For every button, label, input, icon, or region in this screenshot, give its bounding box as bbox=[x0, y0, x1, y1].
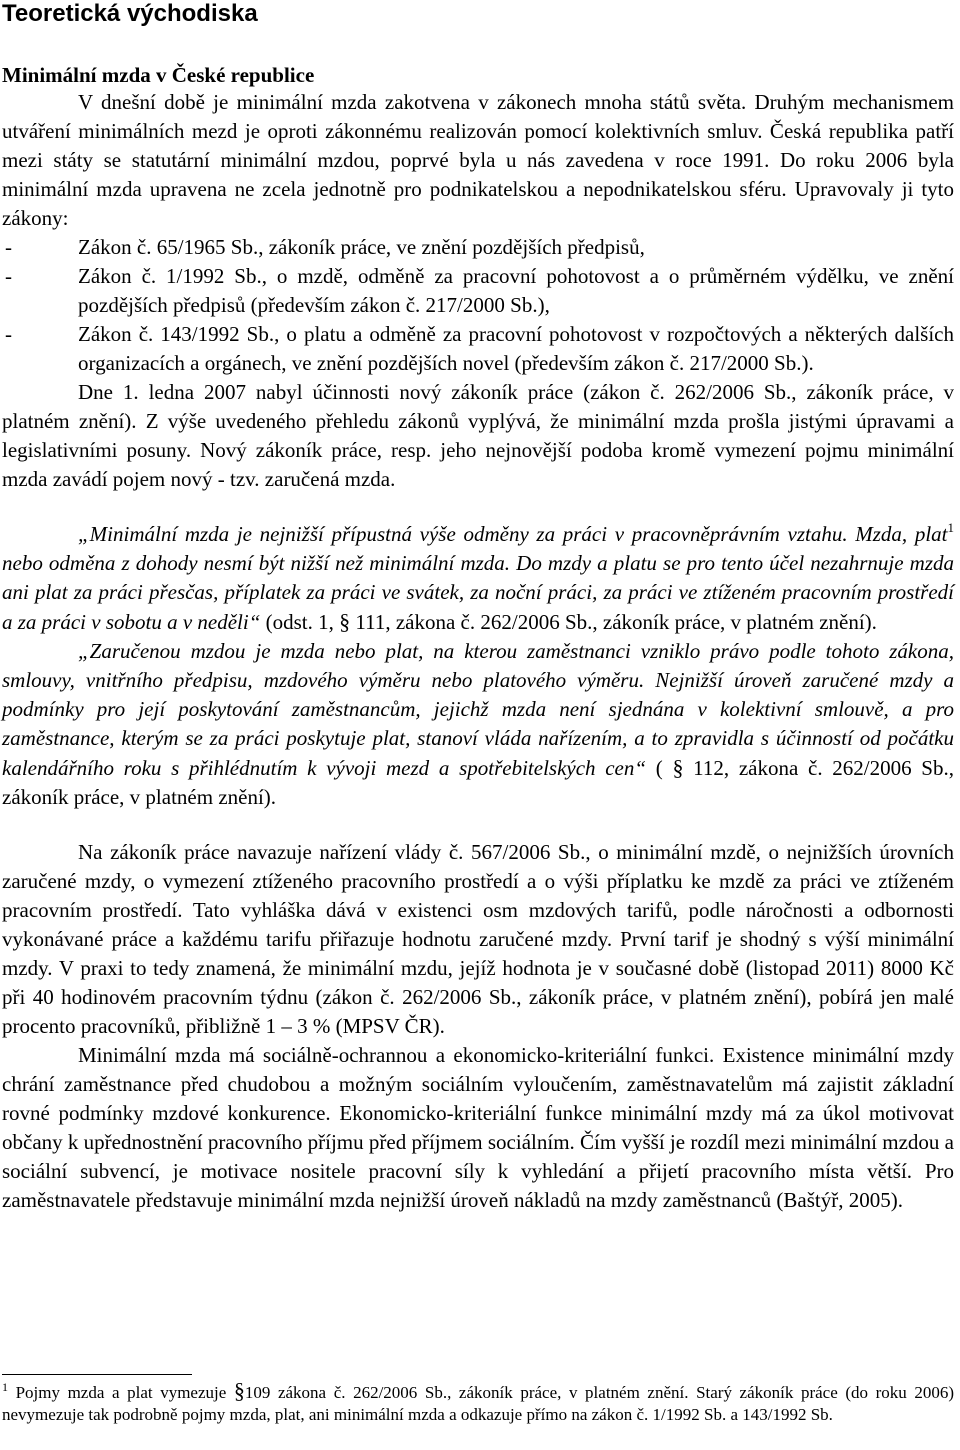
section-symbol: § bbox=[233, 1378, 245, 1403]
quote-reference: ( bbox=[646, 756, 673, 780]
quote-guaranteed-wage bbox=[2, 637, 954, 812]
quote-reference: 111, zákona č. 262/2006 Sb., zákoník práce, v platném znění). bbox=[350, 610, 877, 634]
footnote-mark: 1 bbox=[2, 1380, 8, 1394]
list-item: - Zákon č. 1/1992 Sb., o mzdě, odměně za pracovní pohotovost a o průměrném výdělku, ve znění pozdějších předpisů (především zákon č. 217/2000 Sb.), bbox=[2, 262, 954, 320]
footnote bbox=[2, 1380, 954, 1426]
quote-text: „Minimální mzda je nejnižší přípustná výše odměny za práci v pracovněprávním vztahu. Mzda, plat bbox=[78, 522, 948, 546]
after-laws-paragraph: Dne 1. ledna 2007 nabyl účinnosti nový zákoník práce (zákon č. 262/2006 Sb., zákoník práce, v platném znění). Z výše uvedeného přehledu zákonů vyplývá, že minimální mzda prošla jistými úpravami a legislativními posuny. Nový zákoník práce, resp. jeho nejnovější podoba kromě vymezení pojmu minimální mzda zavádí pojem nový - tzv. zaručená mzda. bbox=[2, 380, 954, 491]
footnote-text: Pojmy mzda a plat vymezuje bbox=[8, 1383, 234, 1402]
functions-paragraph: Minimální mzda má sociálně-ochrannou a ekonomicko-kriteriální funkci. Existence minimální mzdy chrání zaměstnance před chudobou a možným sociálním vyloučením, zaměstnavatelům má zajistit základní rovné podmínky mzdové konkurence. Ekonomicko-kriteriální funkce minimální mzdy má za úkol motivovat občany k upřednostnění pracovního příjmu před příjmem sociálním. Čím vyšší je rozdíl mezi minimální mzdou a sociální subvencí, je motivace nositele pracovní síly k vyhledání a přijetí pracovního místa větší. Pro zaměstnavatele představuje minimální mzda nejnižší úroveň nákladů na mzdy zaměstnanců (Baštýř, 2005). bbox=[2, 1043, 954, 1212]
list-item: - Zákon č. 143/1992 Sb., o platu a odměně za pracovní pohotovost v rozpočtových a některých dalších organizacích a orgánech, ve znění pozdějších novel (především zákon č. 217/2000 Sb.). bbox=[2, 320, 954, 378]
spacer bbox=[2, 812, 954, 838]
quote-text: nebo odměna z dohody nesmí být nižší než minimální mzda. Do mzdy a platu se pro tento účel nezahrnuje mzda ani plat za práci přesčas, příplatek za práci ve svátek, za noční práci, za práci ve ztíženém pracovním prostředí a za práci v sobotu a v neděli“ bbox=[2, 551, 954, 634]
quote-minimum-wage bbox=[2, 520, 954, 637]
list-item: - Zákon č. 65/1965 Sb., zákoník práce, ve znění pozdějších předpisů, bbox=[2, 233, 954, 262]
section-symbol: § bbox=[339, 609, 351, 634]
quote-reference: (odst. 1, bbox=[260, 610, 340, 634]
page-title: Teoretická východiska bbox=[2, 0, 258, 27]
section-symbol: § bbox=[672, 755, 684, 780]
section-heading: Minimální mzda v České republice bbox=[2, 63, 315, 87]
intro-paragraph: V dnešní době je minimální mzda zakotvena v zákonech mnoha států světa. Druhým mechanismem utváření minimálních mezd je oproti zákonnému realizován pomocí kolektivních smluv. Česká republika patří mezi státy se statutární minimální mzdou, poprvé byla u nás zavedena v roce 1991. Do roku 2006 byla minimální mzda upravena ne zcela jednotně pro podnikatelskou a nepodnikatelskou sféru. Upravovaly ji tyto zákony: bbox=[2, 90, 954, 230]
quote-reference: 112, zákona č. 262/2006 Sb., zákoník práce, v platném znění). bbox=[2, 756, 954, 809]
footnote-divider bbox=[2, 1374, 192, 1375]
footnote-text: 109 zákona č. 262/2006 Sb., zákoník práce, v platném znění. Starý zákoník práce (do roku 2006) nevymezuje tak podrobně pojmy mzda, plat, ani minimální mzda a odkazuje přímo na zákon č. 1/1992 Sb. a 143/1992 Sb. bbox=[2, 1383, 954, 1424]
quotes-block bbox=[2, 520, 954, 812]
footnote-mark: 1 bbox=[947, 520, 954, 535]
decree-paragraph: Na zákoník práce navazuje nařízení vlády č. 567/2006 Sb., o minimální mzdě, o nejnižších úrovních zaručené mzdy, o vymezení ztíženého pracovního prostředí a o výši příplatku ke mzdě za práci ve ztíženém pracovním prostředí. Tato vyhláška dává v existenci osm mzdových tarifů, podle náročnosti a odbornosti vykonávané práce a každému tarifu přiřazuje hodnotu zaručené mzdy. První tarif je shodný s výší minimální mzdy. V praxi to tedy znamená, že minimální mzdu, jejíž hodnota je v současné době (listopad 2011) 8000 Kč při 40 hodinovém pracovním týdnu (zákon č. 262/2006 Sb., zákoník práce, v platném znění), pobírá jen malé procento pracovníků, přibližně 1 – 3 % (MPSV ČR). bbox=[2, 840, 954, 1038]
laws-list bbox=[2, 233, 954, 378]
quote-text: „Zaručenou mzdou je mzda nebo plat, na kterou zaměstnanci vzniklo právo podle tohoto zákona, smlouvy, vnitřního předpisu, mzdového výměru nebo platového výměru. Nejnižší úroveň zaručené mzdy a podmínky pro její poskytování zaměstnancům, jejichž mzda není sjednána v kolektivní smlouvě, a pro zaměstnance, kterým se za práci poskytuje plat, stanoví vláda nařízením, a to zpravidla s účinností od počátku kalendářního roku s přihlédnutím k vývoji mezd a spotřebitelských cen“ bbox=[2, 639, 954, 780]
